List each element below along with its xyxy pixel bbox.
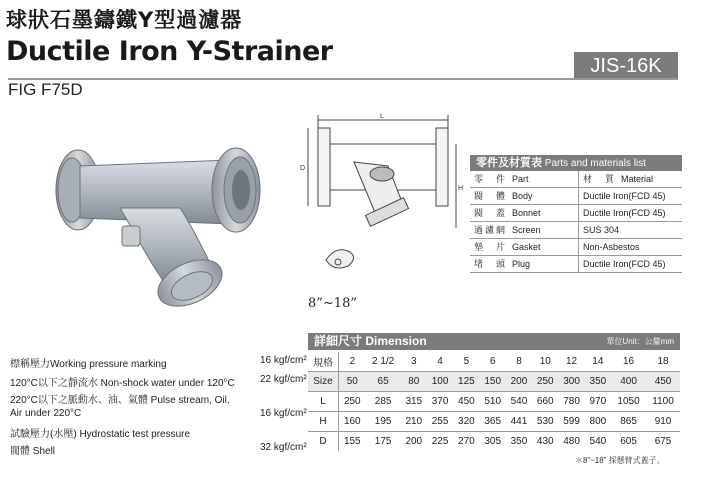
- spec-line: [10, 355, 307, 370]
- part-zh: 堵 頭: [474, 259, 508, 269]
- dim-cell: 441: [506, 412, 532, 432]
- dim-cell: 599: [558, 412, 584, 432]
- dim-cell: 250: [532, 372, 558, 392]
- parts-row: [470, 256, 682, 273]
- dim-row-d: [308, 432, 680, 452]
- part-zh: 閥 蓋: [474, 208, 508, 218]
- dim-cell: 480: [563, 436, 580, 447]
- dim-label-h: H: [458, 185, 464, 192]
- dim-row-spec: [308, 352, 680, 372]
- dimension-footnote: ＊8”~18” 採懸臂式蓋子。: [575, 456, 665, 465]
- dim-cell: 910: [646, 412, 680, 432]
- dim-cell: 450: [453, 392, 479, 412]
- dim-cell: 350: [510, 436, 528, 447]
- dim-cell: 8: [506, 352, 532, 372]
- dim-cell: 175: [374, 436, 392, 447]
- dim-cell: 195: [366, 412, 401, 432]
- technical-drawing: [296, 110, 466, 310]
- size-range-caption: 8”~18”: [308, 296, 357, 311]
- dim-cell: 780: [558, 392, 584, 412]
- dim-cell: 200: [405, 436, 423, 447]
- spec-value: 32 kgf/cm²: [260, 442, 307, 453]
- dim-cell: 3: [401, 352, 427, 372]
- spec-line: [10, 408, 307, 419]
- part-zh: 墊 片: [474, 242, 508, 252]
- dim-cell: 510: [480, 392, 506, 412]
- dim-cell: 540: [589, 436, 607, 447]
- dim-row-label: H: [308, 412, 339, 432]
- dim-row-label: 規格: [308, 352, 339, 372]
- parts-title-zh: 零件及材質表: [476, 157, 542, 169]
- dim-cell: 660: [532, 392, 558, 412]
- dim-cell: 285: [366, 392, 401, 412]
- title-chinese: 球狀石墨鑄鐵Y型過濾器: [6, 8, 243, 32]
- dim-cell: 970: [585, 392, 611, 412]
- spec-line: [10, 391, 300, 406]
- dim-cell: 150: [480, 372, 506, 392]
- dim-cell: 5: [453, 352, 479, 372]
- dim-cell: 255: [427, 412, 453, 432]
- dim-label-l: L: [380, 113, 384, 120]
- dim-cell: 4: [427, 352, 453, 372]
- dim-cell: 320: [453, 412, 479, 432]
- parts-row: [470, 188, 682, 205]
- dimension-table: [308, 352, 680, 451]
- part-material: Ductile Iron(FCD 45): [583, 259, 666, 269]
- parts-table: [470, 155, 682, 273]
- part-zh: 過濾網: [474, 225, 508, 235]
- spec-value: 16 kgf/cm²: [260, 355, 307, 366]
- dim-cell: 865: [611, 412, 646, 432]
- dim-cell: 18: [646, 352, 680, 372]
- part-en: Bonnet: [512, 208, 541, 218]
- spec-line: [10, 425, 300, 440]
- parts-column-header: [470, 171, 682, 188]
- dim-cell: 210: [401, 412, 427, 432]
- dim-cell: 2 1/2: [366, 352, 401, 372]
- dim-cell: 200: [506, 372, 532, 392]
- parts-title-en: Parts and materials list: [544, 158, 646, 169]
- dim-cell: 1050: [611, 392, 646, 412]
- spec-text: 標稱壓力Working pressure marking: [10, 359, 167, 370]
- parts-row: [470, 239, 682, 256]
- dimension-title: 詳細尺寸 Dimension: [314, 334, 427, 348]
- dim-cell: 12: [558, 352, 584, 372]
- dimension-unit: 單位Unit：公釐mm: [606, 337, 674, 346]
- dim-cell: 50: [339, 372, 366, 392]
- spec-text: 120°C以下之靜流水 Non-shock water under 120°C: [10, 378, 235, 389]
- dim-cell: 65: [366, 372, 401, 392]
- spec-line: [10, 374, 307, 389]
- dim-cell: 250: [339, 392, 366, 412]
- dim-cell: 350: [585, 372, 611, 392]
- dim-cell: 270: [458, 436, 475, 447]
- col-part-zh: 零 件: [474, 174, 508, 184]
- dim-cell: 450: [646, 372, 680, 392]
- dim-cell: 16: [611, 352, 646, 372]
- part-material: Ductile Iron(FCD 45): [583, 191, 666, 201]
- spec-text: 閥體 Shell: [10, 446, 56, 457]
- part-en: Screen: [512, 225, 541, 235]
- dim-cell: 400: [611, 372, 646, 392]
- part-material: SUS 304: [583, 225, 620, 235]
- dim-cell: 675: [654, 436, 672, 447]
- dim-cell: 430: [536, 436, 554, 447]
- dim-cell: 370: [427, 392, 453, 412]
- parts-row: [470, 222, 682, 239]
- dim-row-h: [308, 412, 680, 432]
- dim-cell: 540: [506, 392, 532, 412]
- dim-cell: 225: [431, 436, 449, 447]
- title-english: Ductile Iron Y-Strainer: [6, 36, 333, 67]
- dim-cell: 80: [401, 372, 427, 392]
- dim-cell: 365: [480, 412, 506, 432]
- dim-cell: 300: [558, 372, 584, 392]
- dimension-header: [308, 333, 680, 350]
- parts-table-header: [470, 155, 682, 171]
- spec-text: 220°C以下之脈動水、油、氣體 Pulse stream, Oil,: [10, 395, 230, 406]
- spec-text: Air under 220°C: [10, 408, 82, 419]
- dim-cell: 160: [339, 412, 366, 432]
- dim-label-d: D: [300, 165, 306, 172]
- part-material: Non-Asbestos: [583, 242, 640, 252]
- part-en: Gasket: [512, 242, 541, 252]
- dim-cell: 100: [427, 372, 453, 392]
- dim-cell: 315: [401, 392, 427, 412]
- dim-row-label: L: [308, 392, 339, 412]
- dim-cell: 155: [343, 436, 361, 447]
- dim-cell: 14: [585, 352, 611, 372]
- product-photo: [40, 138, 270, 318]
- figure-number: FIG F75D: [8, 80, 83, 99]
- dim-row-size: [308, 372, 680, 392]
- dim-row-label: D: [308, 432, 339, 452]
- col-material-zh: 材 質: [583, 174, 617, 184]
- part-material: Ductile Iron(FCD 45): [583, 208, 666, 218]
- part-zh: 閥 體: [474, 191, 508, 201]
- dim-cell: 1100: [646, 392, 680, 412]
- part-en: Body: [512, 191, 533, 201]
- standard-badge: JIS-16K: [574, 52, 678, 80]
- dim-cell: 2: [339, 352, 366, 372]
- spec-value: 16 kgf/cm²: [260, 408, 307, 419]
- dim-cell: 125: [453, 372, 479, 392]
- col-material-en: Material: [621, 174, 654, 184]
- dim-cell: 10: [532, 352, 558, 372]
- dim-cell: 305: [484, 436, 502, 447]
- dim-cell: 605: [620, 436, 637, 447]
- dim-row-label: Size: [308, 372, 339, 392]
- dim-cell: 6: [480, 352, 506, 372]
- header-divider: [8, 78, 678, 80]
- dim-cell: 530: [532, 412, 558, 432]
- dim-row-l: [308, 392, 680, 412]
- spec-value: 22 kgf/cm²: [260, 374, 307, 385]
- dim-cell: 800: [585, 412, 611, 432]
- col-part-en: Part: [512, 174, 529, 184]
- parts-row: [470, 205, 682, 222]
- spec-text: 試驗壓力(水壓) Hydrostatic test pressure: [10, 429, 191, 440]
- part-en: Plug: [512, 259, 531, 269]
- spec-line: [10, 442, 307, 457]
